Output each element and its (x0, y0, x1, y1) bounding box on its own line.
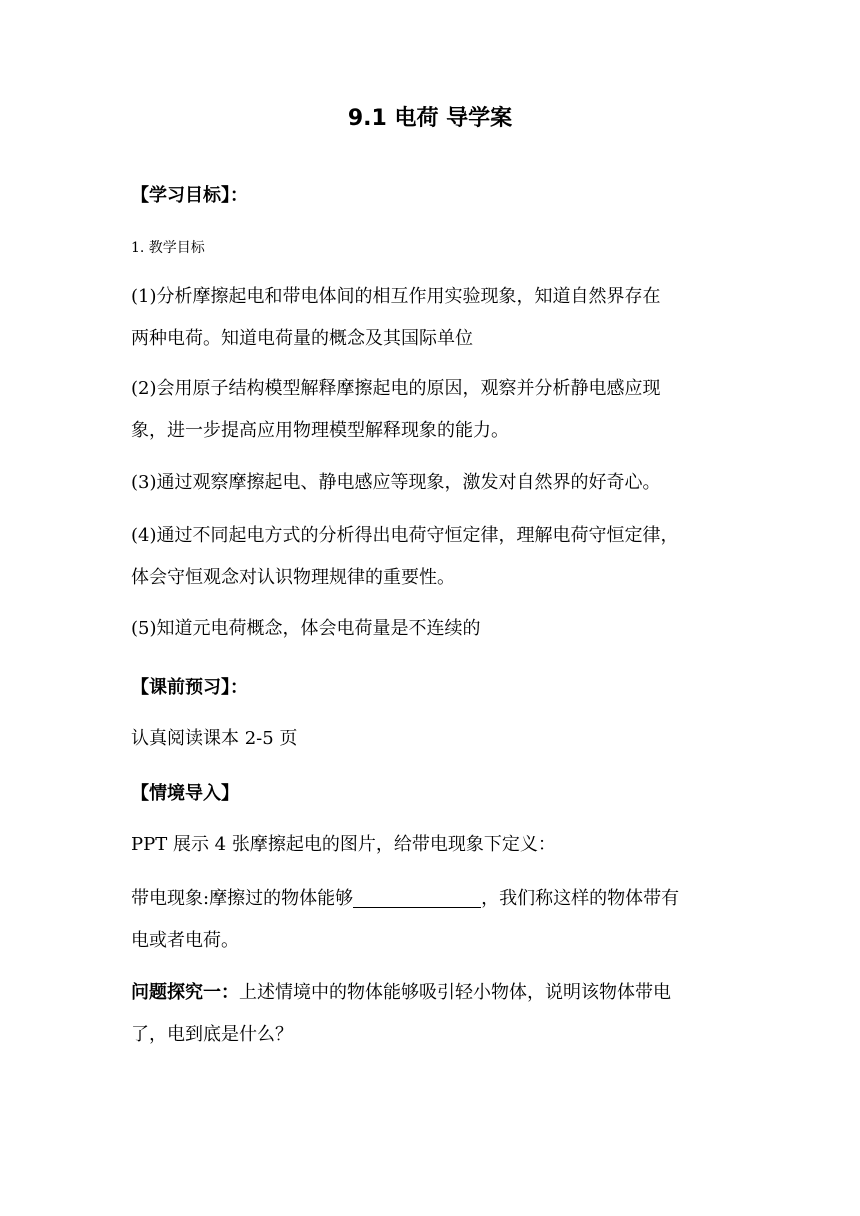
preview-text-line: 认真阅读课本 2-5 页 (131, 728, 298, 749)
definition-line-1 (131, 878, 741, 920)
goal-4 (131, 515, 741, 599)
goal-4-line-2: 体会守恒观念对认识物理规律的重要性。 (131, 567, 455, 588)
goal-1 (131, 276, 741, 360)
objectives-heading: 【学习目标】： (131, 185, 248, 206)
goal-2-line-2: 象，进一步提高应用物理模型解释现象的能力。 (131, 420, 509, 441)
goal-3-line-1: (3)通过观察摩擦起电、静电感应等现象，激发对自然界的好奇心。 (131, 472, 661, 493)
question-1-line-2: 了，电到底是什么？ (131, 1024, 293, 1045)
definition-suffix: ，我们称这样的物体带有 (481, 888, 680, 909)
goal-4-line-1: (4)通过不同起电方式的分析得出电荷守恒定律，理解电荷守恒定律， (131, 525, 679, 546)
goal-5-line-1: (5)知道元电荷概念，体会电荷量是不连续的 (131, 618, 481, 639)
question-1 (131, 972, 741, 1056)
question-1-text: 上述情境中的物体能够吸引轻小物体，说明该物体带电 (239, 982, 671, 1003)
goal-3 (131, 462, 741, 504)
question-1-label: 问题探究一： (131, 982, 239, 1003)
teaching-goal-label: 1. 教学目标 (131, 240, 205, 256)
definition-line-2: 电或者电荷。 (131, 930, 239, 951)
definition-paragraph (131, 878, 741, 962)
document-title: 9.1 电荷 导学案 (347, 106, 513, 131)
goal-2-line-1: (2)会用原子结构模型解释摩擦起电的原因，观察并分析静电感应现 (131, 378, 661, 399)
definition-prefix: 带电现象:摩擦过的物体能够 (131, 888, 354, 909)
intro-heading: 【情境导入】 (131, 783, 239, 804)
preview-heading: 【课前预习】： (131, 677, 248, 698)
question-1-line-1 (131, 972, 741, 1014)
goal-1-line-1: (1)分析摩擦起电和带电体间的相互作用实验现象，知道自然界存在 (131, 286, 661, 307)
preview-text (131, 718, 741, 760)
goal-5 (131, 608, 741, 650)
intro-text-line: PPT 展示 4 张摩擦起电的图片，给带电现象下定义： (131, 834, 556, 855)
goal-1-line-2: 两种电荷。知道电荷量的概念及其国际单位 (131, 328, 473, 349)
goal-2 (131, 368, 741, 452)
answer-blank[interactable] (353, 889, 481, 908)
intro-text (131, 824, 741, 866)
